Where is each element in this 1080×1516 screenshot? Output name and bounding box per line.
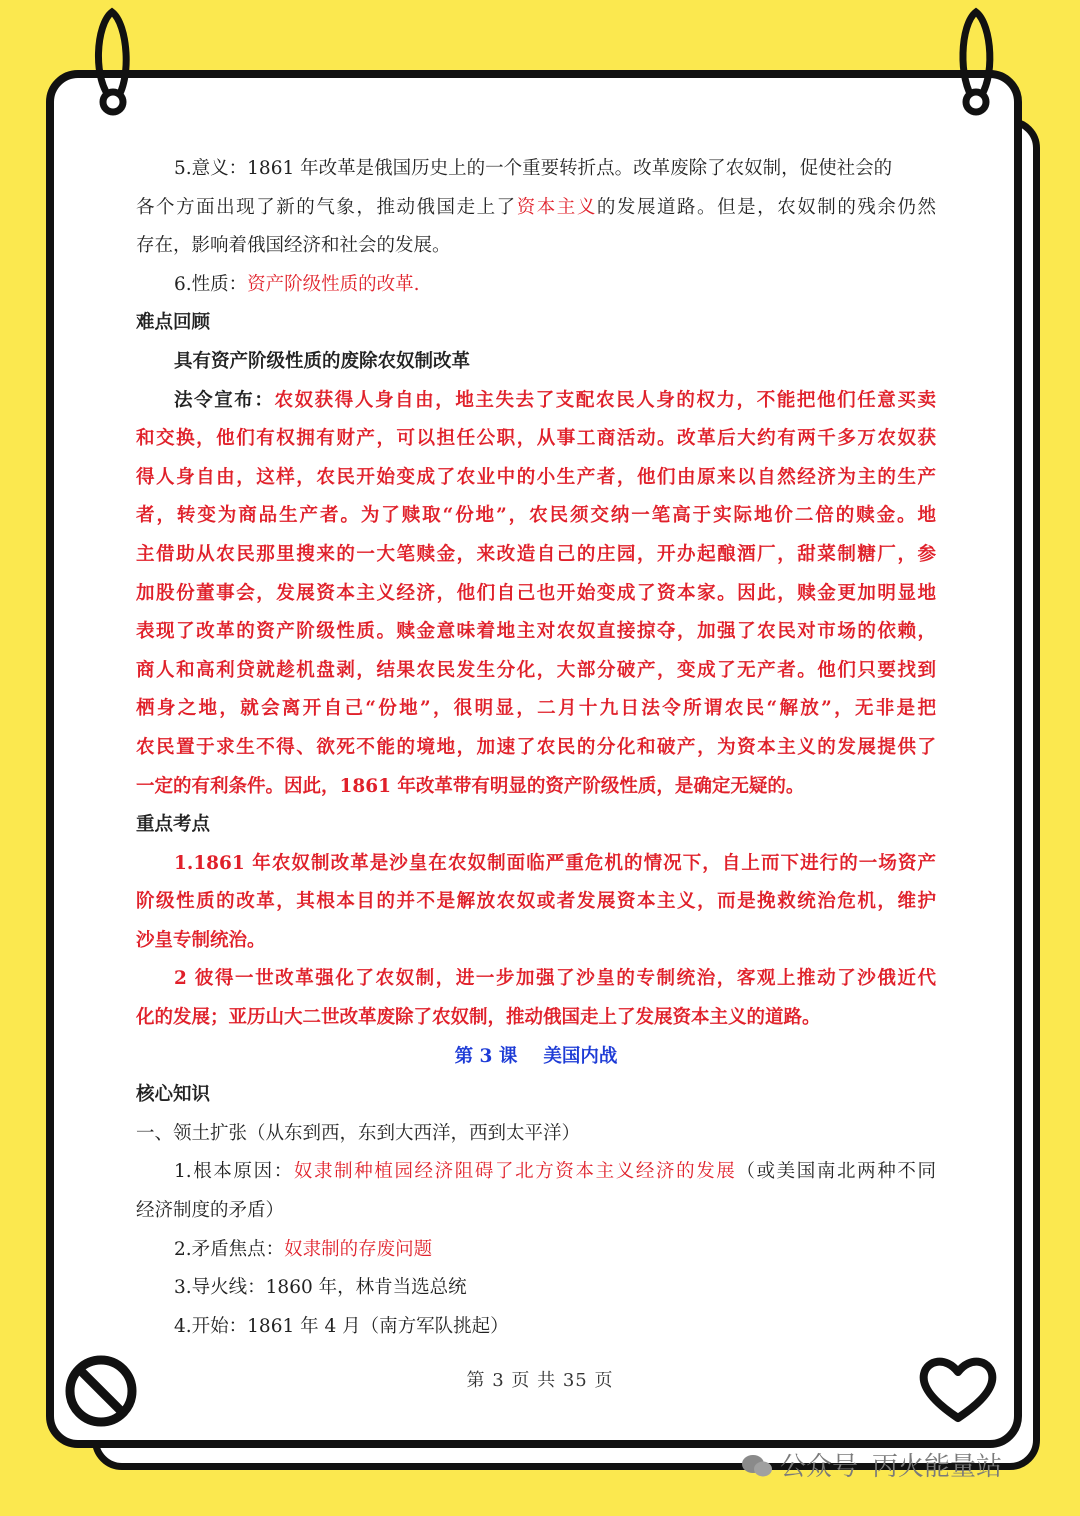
watermark-name: 丙火能量站 — [872, 1452, 1003, 1482]
decree-line: 农民置于求生不得、欲死不能的境地，加速了农民的分化和破产，为资本主义的发展提供了 — [136, 736, 936, 758]
paragraph-line: 存在，影响着俄国经济和社会的发展。 — [136, 235, 451, 257]
key-point-1: 1.1861 年农奴制改革是沙皇在农奴制面临严重危机的情况下，自上而下进行的一场资产 — [174, 852, 936, 874]
right-binder-ring-icon — [946, 4, 1006, 124]
paragraph-nature: 6.性质：资产阶级性质的改革. — [174, 273, 420, 295]
item-line: 经济制度的矛盾） — [136, 1200, 285, 1222]
key-point-line: 化的发展；亚历山大二世改革废除了农奴制，推动俄国走上了发展资本主义的道路。 — [136, 1007, 821, 1029]
item-start: 4.开始：1861 年 4 月（南方军队挑起） — [174, 1315, 509, 1337]
decree-line: 和交换，他们有权拥有财产，可以担任公职，从事工商活动。改革后大约有两千多万农奴获 — [136, 428, 936, 450]
page-number: 第 3 页 共 35 页 — [466, 1370, 614, 1391]
item-focus: 2.矛盾焦点：奴隶制的存废问题 — [174, 1238, 433, 1260]
heading-difficulty-review: 难点回顾 — [136, 312, 211, 334]
watermark — [740, 1446, 1016, 1483]
paragraph-significance: 5.意义：1861 年改革是俄国历史上的一个重要转折点。改革废除了农奴制，促使社会的 — [174, 158, 893, 179]
subheading-reform: 具有资产阶级性质的废除农奴制改革 — [174, 350, 471, 372]
key-point-line: 阶级性质的改革，其根本目的并不是解放农奴或者发展资本主义，而是挽救统治危机，维护 — [136, 891, 936, 913]
heading-core-knowledge: 核心知识 — [136, 1084, 211, 1106]
section-territorial-expansion: 一、领土扩张（从东到西，东到大西洋，西到太平洋） — [136, 1122, 581, 1144]
key-point-line: 沙皇专制统治。 — [136, 929, 266, 951]
decree-paragraph: 法令宣布：农奴获得人身自由，地主失去了支配农民人身的权力，不能把他们任意买卖 — [174, 389, 936, 411]
decree-line: 一定的有利条件。因此，1861 年改革带有明显的资产阶级性质，是确定无疑的。 — [136, 775, 805, 797]
decree-line: 商人和高利贷就趁机盘剥，结果农民发生分化，大部分破产，变成了无产者。他们只要找到 — [136, 659, 936, 681]
watermark-label: 公众号 — [780, 1452, 859, 1482]
paragraph-line: 各个方面出现了新的气象，推动俄国走上了资本主义的发展道路。但是，农奴制的残余仍然 — [136, 196, 936, 218]
decree-line: 得人身自由，这样，农民开始变成了农业中的小生产者，他们由原来以自然经济为主的生产 — [136, 466, 936, 488]
left-binder-ring-icon — [86, 4, 146, 124]
heading-key-points: 重点考点 — [136, 814, 211, 836]
page-body — [136, 150, 936, 1346]
decree-line: 者，转变为商品生产者。为了赎取“份地”，农民须交纳一笔高于实际地价二倍的赎金。地 — [136, 505, 936, 527]
decree-line: 加股份董事会，发展资本主义经济，他们自己也开始变成了资本家。因此，赎金更加明显地 — [136, 582, 936, 604]
lesson-title: 第 3 课 美国内战 — [454, 1045, 618, 1067]
wechat-icon — [740, 1453, 774, 1479]
decree-line: 栖身之地，就会离开自己“份地”，很明显，二月十九日法令所谓农民“解放”，无非是把 — [136, 698, 936, 720]
decree-line: 表现了改革的资产阶级性质。赎金意味着地主对农奴直接掠夺，加强了农民对市场的依赖， — [136, 621, 936, 643]
key-point-2: 2 彼得一世改革强化了农奴制，进一步加强了沙皇的专制统治，客观上推动了沙俄近代 — [174, 968, 936, 990]
item-trigger: 3.导火线：1860 年，林肯当选总统 — [174, 1277, 467, 1299]
item-root-cause: 1.根本原因：奴隶制种植园经济阻碍了北方资本主义经济的发展（或美国南北两种不同 — [174, 1161, 936, 1183]
decree-line: 主借助从农民那里搜来的一大笔赎金，来改造自己的庄园，开办起酿酒厂，甜菜制糖厂，参 — [136, 543, 936, 565]
